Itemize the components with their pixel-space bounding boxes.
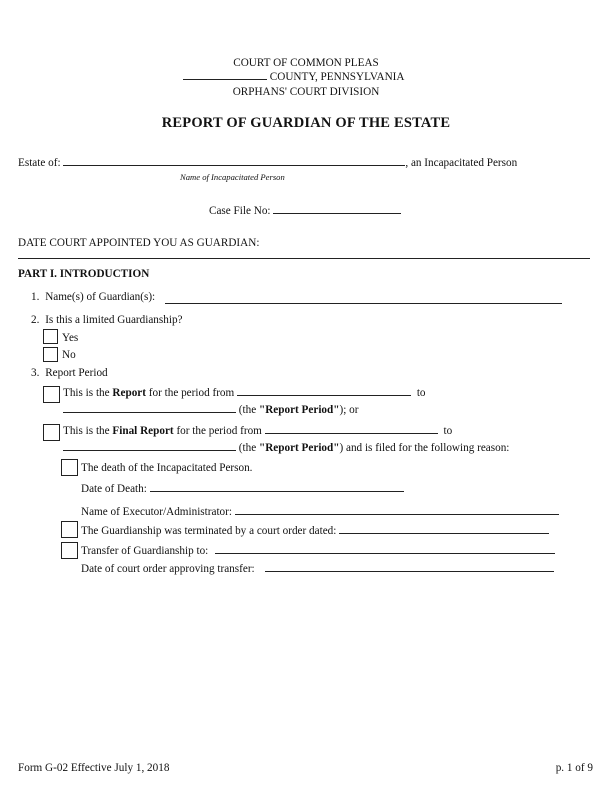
part1-heading: PART I. INTRODUCTION (18, 268, 150, 280)
county-label: COUNTY, PENNSYLVANIA (269, 71, 405, 83)
death-label: The death of the Incapacitated Person. (81, 462, 253, 474)
q3-number: 3. (31, 367, 40, 379)
transfer-date-label: Date of court order approving transfer: (81, 563, 255, 575)
limited-no-label: No (62, 349, 76, 361)
executor-field[interactable] (235, 514, 559, 515)
final-line2-pre: (the (238, 442, 259, 454)
report-line2-pre: (the (238, 404, 259, 416)
final-line2-post: ) and is filed for the following reason: (339, 442, 510, 454)
report-mid: for the period from (145, 387, 235, 399)
transfer-to-field[interactable] (215, 553, 555, 554)
final-mid: for the period from (173, 425, 262, 437)
final-to: to (443, 425, 453, 437)
final-report-checkbox[interactable] (43, 424, 60, 441)
terminated-row (81, 525, 549, 538)
q1-row (31, 291, 155, 304)
terminated-date-field[interactable] (339, 533, 549, 534)
report-line2-post: ); or (339, 404, 359, 416)
transfer-date-row (81, 563, 554, 576)
date-of-death-row (81, 483, 404, 496)
estate-row (18, 157, 517, 170)
report-to-field[interactable] (63, 412, 236, 413)
page-number: p. 1 of 9 (555, 762, 593, 774)
final-line2-bold: "Report Period" (259, 442, 340, 454)
executor-label: Name of Executor/Administrator: (81, 506, 232, 518)
report-row (63, 387, 426, 400)
q2-number: 2. (31, 314, 40, 326)
county-blank[interactable] (183, 79, 267, 80)
case-file-label: Case File No: (209, 205, 271, 217)
date-of-death-field[interactable] (150, 491, 404, 492)
transfer-label: Transfer of Guardianship to: (81, 545, 209, 557)
limited-yes-checkbox[interactable] (43, 329, 58, 344)
report-pre: This is the (63, 387, 113, 399)
section-divider (18, 258, 590, 259)
case-file-row (209, 205, 401, 218)
limited-no-checkbox[interactable] (43, 347, 58, 362)
limited-yes-label: Yes (62, 332, 79, 344)
q1-label: Name(s) of Guardian(s): (45, 291, 156, 303)
guardian-names-field[interactable] (165, 303, 562, 304)
division-name: ORPHANS' COURT DIVISION (232, 86, 380, 98)
final-to-field[interactable] (63, 450, 236, 451)
report-to: to (416, 387, 426, 399)
q3-label: Report Period (45, 367, 108, 379)
report-checkbox[interactable] (43, 386, 60, 403)
death-checkbox[interactable] (61, 459, 78, 476)
county-line (183, 71, 404, 84)
estate-label: Estate of: (18, 157, 61, 169)
report-row2 (63, 404, 358, 417)
final-report-row2 (63, 442, 509, 455)
executor-row (81, 506, 559, 519)
transfer-checkbox[interactable] (61, 542, 78, 559)
estate-suffix: , an Incapacitated Person (405, 157, 518, 169)
date-appointed-label: DATE COURT APPOINTED YOU AS GUARDIAN: (18, 237, 260, 249)
terminated-checkbox[interactable] (61, 521, 78, 538)
final-pre: This is the (63, 425, 113, 437)
q1-number: 1. (31, 291, 40, 303)
report-line2-bold: "Report Period" (259, 404, 340, 416)
document-title: REPORT OF GUARDIAN OF THE ESTATE (161, 115, 451, 131)
q2-row (31, 314, 183, 327)
final-report-row (63, 425, 452, 438)
estate-name-field[interactable] (63, 165, 405, 166)
terminated-label: The Guardianship was terminated by a court order dated: (81, 525, 337, 537)
report-from-field[interactable] (237, 395, 411, 396)
q3-row (31, 367, 108, 380)
date-of-death-label: Date of Death: (81, 483, 147, 495)
q2-label: Is this a limited Guardianship? (45, 314, 183, 326)
transfer-row (81, 545, 555, 558)
transfer-date-field[interactable] (265, 571, 554, 572)
case-file-field[interactable] (273, 213, 401, 214)
form-id: Form G-02 Effective July 1, 2018 (18, 762, 170, 774)
estate-caption: Name of Incapacitated Person (180, 172, 285, 182)
final-from-field[interactable] (265, 433, 438, 434)
final-bold: Final Report (112, 425, 174, 437)
report-bold: Report (112, 387, 146, 399)
court-name: COURT OF COMMON PLEAS (233, 57, 379, 69)
